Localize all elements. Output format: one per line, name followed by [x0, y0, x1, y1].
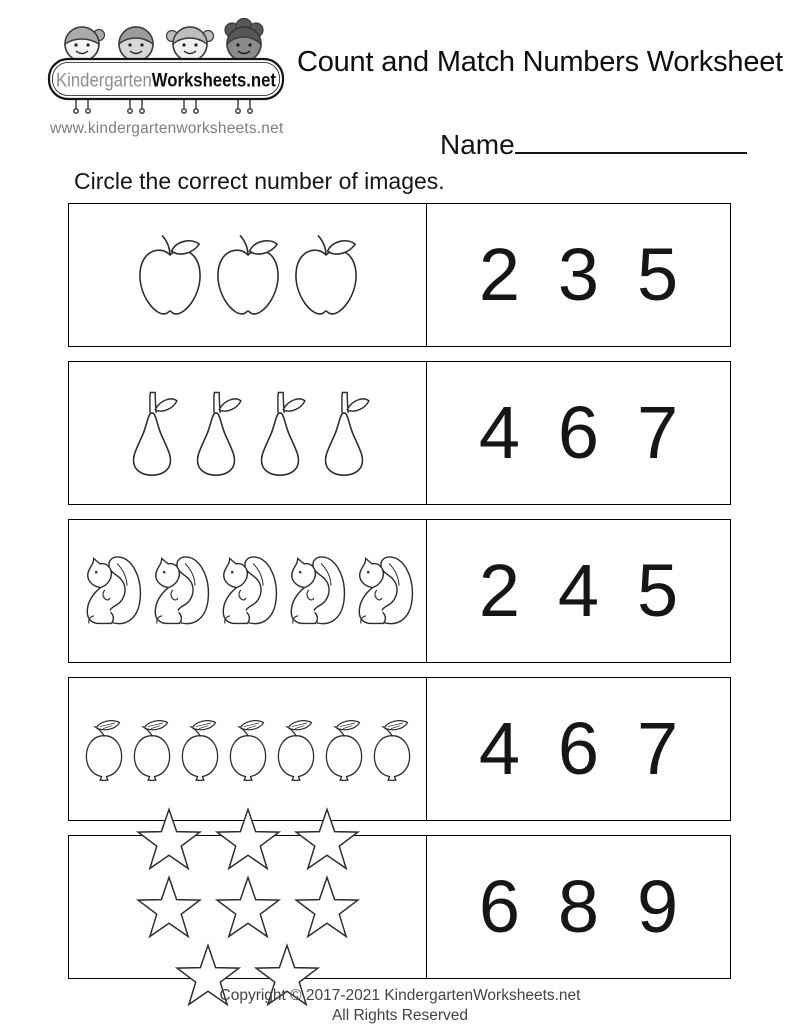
star-icon — [214, 807, 282, 872]
number-choice: 4 — [478, 707, 521, 790]
number-choice: 4 — [557, 549, 600, 632]
girl-pigtails-kid-icon — [167, 27, 214, 61]
curly-hair-boy-kid-icon — [225, 19, 263, 62]
row-images — [69, 520, 427, 662]
apple-icon — [134, 230, 206, 320]
worksheet-row-stars — [68, 835, 731, 979]
number-choice: 6 — [557, 707, 600, 790]
number-choice: 3 — [557, 233, 600, 316]
squirrel-icon — [283, 552, 349, 631]
number-choice: 2 — [478, 549, 521, 632]
page-title: Count and Match Numbers Worksheet — [296, 46, 784, 78]
pear-icon — [123, 388, 181, 478]
squirrel-icon — [147, 552, 213, 631]
kids-legs-icon — [74, 99, 252, 113]
worksheet-row-pears — [68, 361, 731, 505]
footer — [0, 986, 800, 1027]
number-choice: 7 — [636, 707, 679, 790]
instruction-text: Circle the correct number of images. — [74, 168, 445, 194]
number-choice: 5 — [636, 549, 679, 632]
number-choice: 9 — [636, 865, 679, 948]
squirrel-icon — [79, 552, 145, 631]
name-blank-line — [515, 128, 747, 154]
logo-brand-part2: Worksheets.net — [151, 69, 286, 92]
row-choices — [427, 678, 730, 820]
row-images — [69, 362, 427, 504]
lemon-icon — [273, 717, 319, 782]
apple-icon — [212, 230, 284, 320]
boy-kid-icon — [119, 27, 153, 61]
name-label: Name — [440, 129, 515, 160]
row-choices — [427, 204, 730, 346]
logo-kids-banner-icon — [46, 14, 286, 118]
lemon-icon — [81, 717, 127, 782]
star-icon — [135, 875, 203, 940]
worksheet-table — [68, 203, 731, 993]
star-icon — [135, 807, 203, 872]
site-logo — [46, 14, 290, 123]
worksheet-row-lemons — [68, 677, 731, 821]
website-url: www.kindergartenworksheets.net — [50, 120, 284, 137]
row-choices — [427, 362, 730, 504]
number-choice: 6 — [478, 865, 521, 948]
pear-icon — [187, 388, 245, 478]
number-choice: 5 — [636, 233, 679, 316]
star-icon — [214, 875, 282, 940]
row-choices — [427, 520, 730, 662]
logo-brand-part1: Kindergarten — [56, 69, 168, 92]
logo-brand-text — [56, 69, 286, 92]
copyright-line: Copyright © 2017-2021 KindergartenWorksheets.net — [219, 987, 581, 1004]
row-images — [69, 836, 427, 978]
number-choice: 4 — [478, 391, 521, 474]
row-images — [69, 204, 427, 346]
lemon-icon — [225, 717, 271, 782]
number-choice: 2 — [478, 233, 521, 316]
number-choice: 7 — [636, 391, 679, 474]
row-choices — [427, 836, 730, 978]
lemon-icon — [321, 717, 367, 782]
girl-kid-icon — [65, 27, 105, 61]
lemon-icon — [129, 717, 175, 782]
pear-icon — [251, 388, 309, 478]
logo-banner — [49, 59, 286, 99]
star-icon — [293, 807, 361, 872]
worksheet-row-squirrels — [68, 519, 731, 663]
star-icon — [293, 875, 361, 940]
number-choice: 6 — [557, 391, 600, 474]
squirrel-icon — [351, 552, 417, 631]
worksheet-row-apples — [68, 203, 731, 347]
lemon-icon — [369, 717, 415, 782]
row-images — [69, 678, 427, 820]
squirrel-icon — [215, 552, 281, 631]
pear-icon — [315, 388, 373, 478]
number-choice: 8 — [557, 865, 600, 948]
name-field-row — [440, 128, 747, 161]
apple-icon — [290, 230, 362, 320]
lemon-icon — [177, 717, 223, 782]
rights-line: All Rights Reserved — [331, 1007, 469, 1025]
